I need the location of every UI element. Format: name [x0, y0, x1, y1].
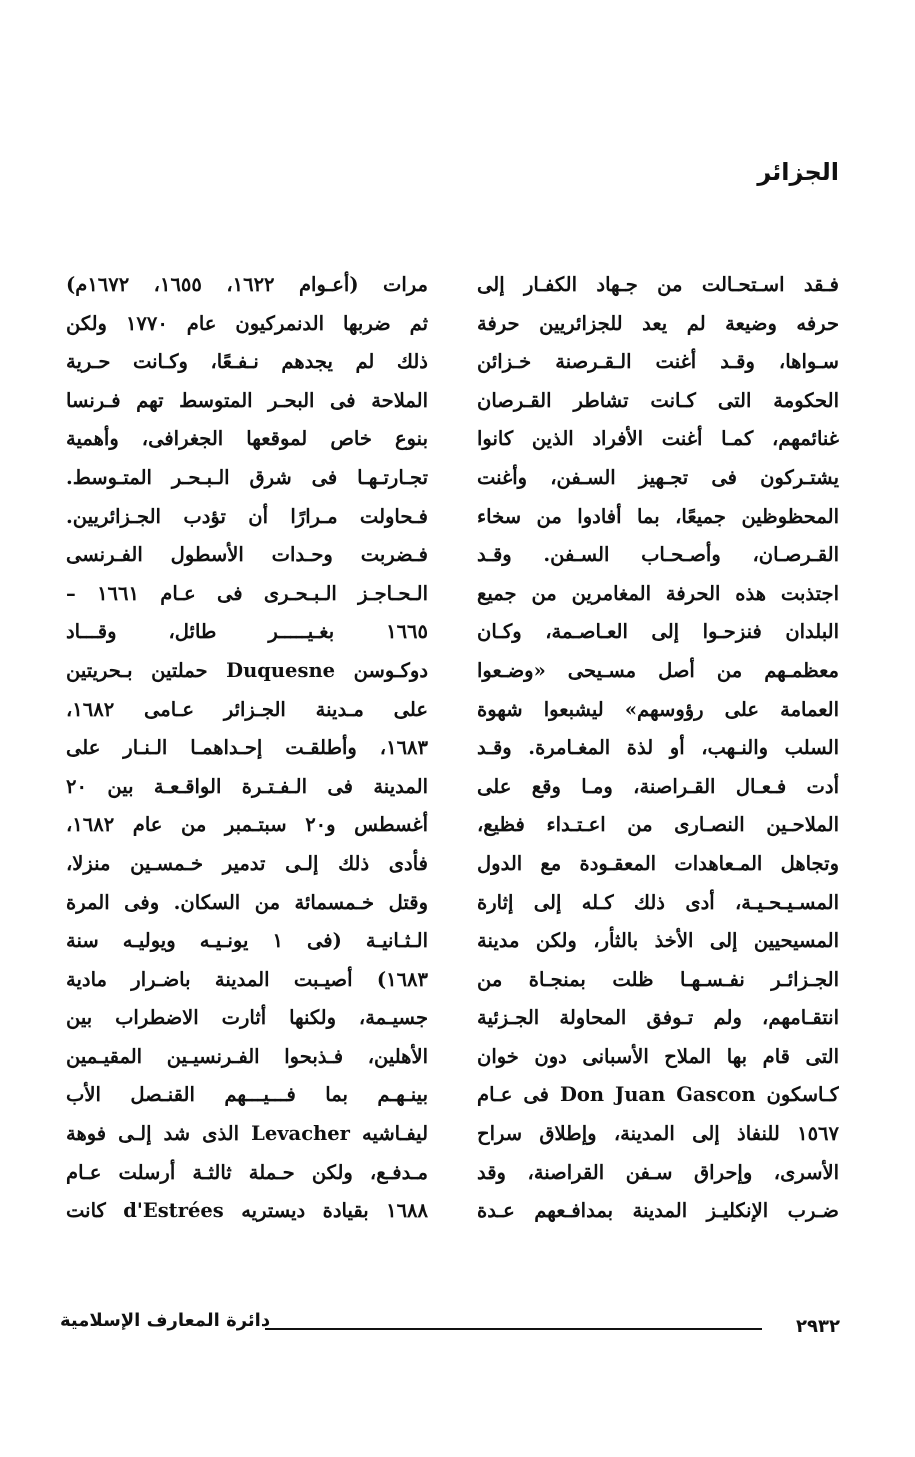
text-line: ضـرب الإنكليـز المدينة بمدافـعهم عـدة — [477, 1199, 839, 1223]
text-line: سـواها، وقـد أغنت الـقـرصنة خـزائن — [477, 350, 839, 374]
text-line: المسـيـحـيـة، أدى ذلك كـله إلى إثارة — [477, 890, 839, 914]
text-line: دوكـوسن Duquesne حملتين بـحريتين — [66, 658, 428, 682]
text-line: البلدان فنزحـوا إلى العـاصـمة، وكـان — [477, 620, 839, 644]
text-line: العمامة على رؤوسهم» ليشبعوا شهوة — [477, 697, 839, 721]
text-line: الـثـانيـة (فى ١ يونـيـه ويوليـه سنة — [66, 929, 428, 953]
text-line: وتجاهل المـعاهدات المعقـودة مع الدول — [477, 851, 839, 875]
text-line: غنائمهم، كمـا أغنت الأفراد الذين كانوا — [477, 427, 839, 451]
footer-divider — [265, 1328, 762, 1330]
text-line: ١٥٦٧ للنفاذ إلى المدينة، وإطلاق سراح — [477, 1122, 839, 1146]
text-line: فـقد اسـتحـالت من جـهاد الكفـار إلى — [477, 273, 839, 296]
text-line: ثم ضربها الدنمركيون عام ١٧٧٠ ولكن — [66, 311, 428, 335]
text-line: يشتـركون فى تجـهيز السـفن، وأغنت — [477, 465, 839, 489]
publication-title: دائرة المعارف الإسلامية — [60, 1310, 271, 1331]
text-line: أغسطس و٢٠ سبتـمبر من عام ١٦٨٢، — [66, 813, 428, 837]
text-line: جسيـمة، ولكنها أثارت الاضطراب بين — [66, 1006, 428, 1030]
text-column-left — [66, 266, 428, 1231]
text-column-right — [477, 266, 839, 1231]
text-line: وقتل خـمسمائة من السكان. وفى المرة — [66, 890, 428, 914]
text-line: أدت فـعـال القـراصنة، ومـا وقع على — [477, 774, 839, 798]
text-line: بينـهـم بما فـــيـــهم القنـصل الأب — [66, 1083, 428, 1107]
text-line: الملاحـين النصـارى من اعـتـداء فظيع، — [477, 813, 839, 837]
text-line: اجتذبت هذه الحرفة المغامرين من جميع — [477, 581, 839, 605]
text-line: المسيحيين إلى الأخذ بالثأر، ولكن مدينة — [477, 929, 839, 953]
text-line: فـحاولت مـرارًا أن تؤدب الجـزائريين. — [66, 504, 428, 528]
text-line: انتقـامهم، ولم تـوفق المحاولة الجـزئية — [477, 1006, 839, 1030]
text-line: فأدى ذلك إلـى تدمير خـمسـين منزلا، — [66, 851, 428, 875]
text-line: الحكومة التى كـانت تشاطر القـرصان — [477, 388, 839, 412]
text-line: الملاحة فى البحـر المتوسط تهم فـرنسا — [66, 388, 428, 412]
text-line: ليفـاشيه Levacher الذى شد إلـى فوهة — [66, 1122, 428, 1146]
text-line: مـدفـع، ولكن حـملة ثالثـة أرسلت عـام — [66, 1160, 428, 1184]
text-line: تجـارتـهـا فى شرق الـبـحـر المتـوسط. — [66, 465, 428, 489]
text-line: ١٦٨٣، وأطلقـت إحـداهمـا الـنـار على — [66, 736, 428, 760]
text-line: مرات (أعـوام ١٦٢٢، ١٦٥٥، ١٦٧٢م) — [66, 273, 428, 296]
text-line: حرفه وضيعة لم يعد للجزائريين حرفة — [477, 311, 839, 335]
text-line: الأهلين، فـذبحوا الفـرنسيـين المقيـمين — [66, 1044, 428, 1068]
text-line: السلب والنـهب، أو لذة المغـامرة. وقـد — [477, 736, 839, 760]
text-line: فـضربت وحـدات الأسطول الفـرنسى — [66, 543, 428, 567]
text-line: بنوع خاص لموقعها الجغرافى، وأهمية — [66, 427, 428, 451]
text-line: ذلك لم يجدهم نـفـعًا، وكـانت حـرية — [66, 350, 428, 374]
text-line: ١٦٨٣) أصيـبت المدينة باضـرار مادية — [66, 967, 428, 991]
text-line: التى قام بها الملاح الأسبانى دون خوان — [477, 1044, 839, 1068]
text-line: ١٦٨٨ بقيادة ديستريه d'Estrées كانت — [66, 1199, 428, 1223]
text-line: المدينة فى الـفـتـرة الواقـعـة بين ٢٠ — [66, 774, 428, 798]
text-line: كـاسكون Don Juan Gascon فى عـام — [477, 1083, 839, 1107]
running-header-title: الجزائر — [757, 158, 839, 186]
text-line: معظمـهم من أصل مسـيحى «وضـعوا — [477, 658, 839, 682]
text-line: الأسرى، وإحراق سـفن القراصنة، وقد — [477, 1160, 839, 1184]
text-line: الجـزائـر نفـسـهـا ظلت بمنجـاة من — [477, 967, 839, 991]
text-line: الـحـاجـز الـبـحـرى فى عـام ١٦٦١ – — [66, 581, 428, 605]
page-number: ٢٩٣٢ — [796, 1316, 840, 1337]
page-footer — [60, 1310, 840, 1340]
text-line: على مـدينة الجـزائر عـامى ١٦٨٢، — [66, 697, 428, 721]
text-line: القـرصـان، وأصـحـاب السـفن. وقـد — [477, 543, 839, 567]
text-line: المحظوظين جميعًا، بما أفادوا من سخاء — [477, 504, 839, 528]
text-line: ١٦٦٥ بغـيـــــر طائل، وقـــاد — [66, 620, 428, 644]
